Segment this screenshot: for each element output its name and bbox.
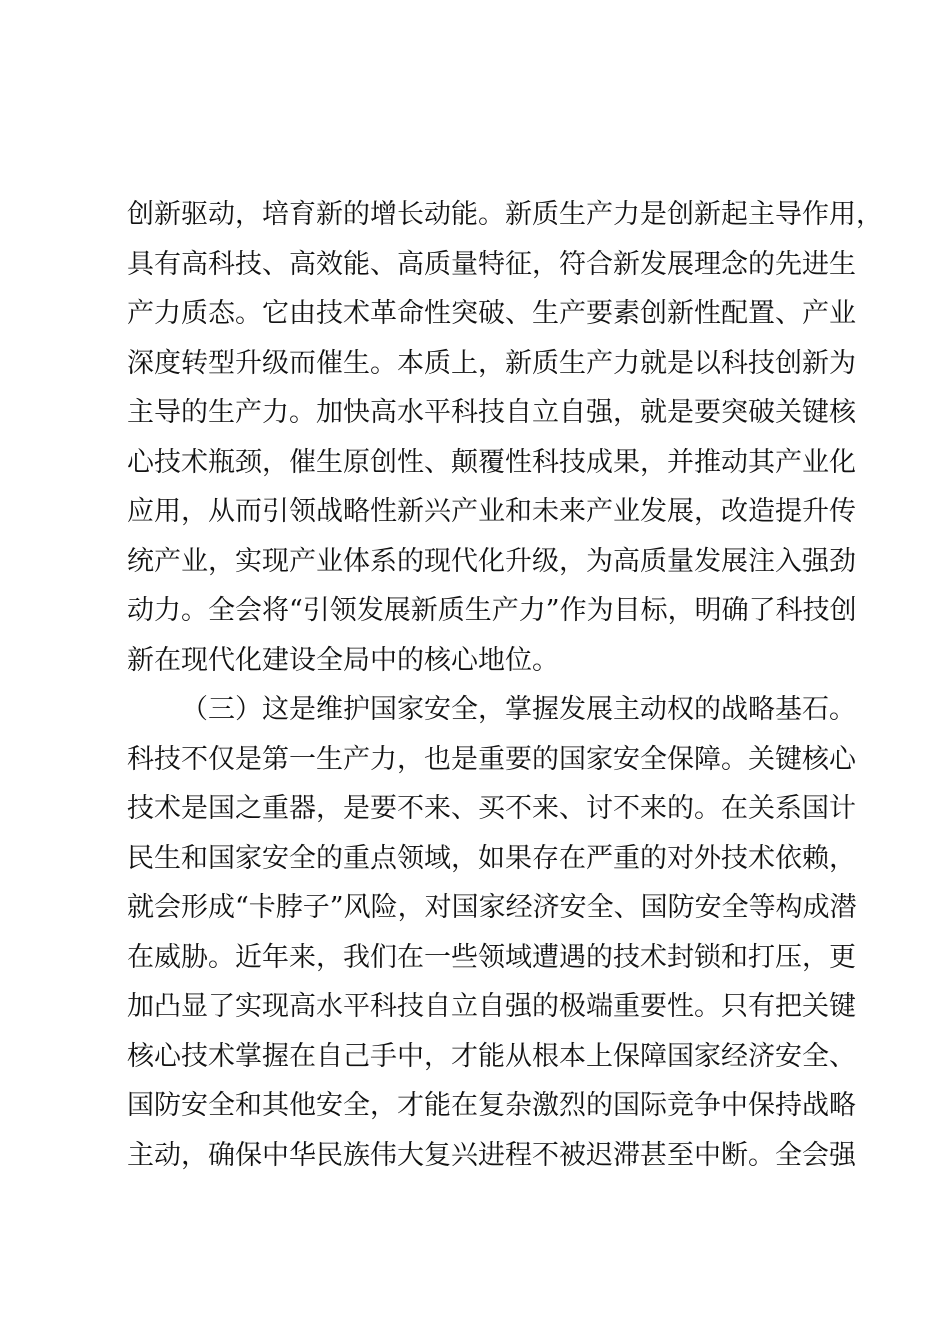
text-line: 深度转型升级而催生。本质上，新质生产力就是以科技创新为 [127,347,856,379]
text-line: 在威胁。近年来，我们在一些领域遭遇的技术封锁和打压，更 [127,941,856,973]
text-line: 核心技术掌握在自己手中，才能从根本上保障国家经济安全、 [127,1040,856,1072]
text-line: 科技不仅是第一生产力，也是重要的国家安全保障。关键核心 [127,743,856,775]
text-line: 民生和国家安全的重点领域，如果存在严重的对外技术依赖， [127,842,856,874]
section-heading: （三）这是维护国家安全，掌握发展主动权的战略基石。 [181,694,856,725]
text-line: 主导的生产力。加快高水平科技自立自强，就是要突破关键核 [127,397,856,428]
text-line: 具有高科技、高效能、高质量特征，符合新发展理念的先进生 [127,248,856,280]
text-line: 主动，确保中华民族伟大复兴进程不被迟滞甚至中断。全会强 [127,1139,856,1171]
text-line: 产力质态。它由技术革命性突破、生产要素创新性配置、产业 [127,298,856,329]
text-line: 国防安全和其他安全，才能在复杂激烈的国际竞争中保持战略 [127,1090,856,1121]
text-line: 心技术瓶颈，催生原创性、颠覆性科技成果，并推动其产业化 [127,446,856,478]
text-line: 技术是国之重器，是要不来、买不来、讨不来的。在关系国计 [127,793,856,824]
text-line: 新在现代化建设全局中的核心地位。 [127,644,559,676]
text-line: 就会形成“卡脖子”风险，对国家经济安全、国防安全等构成潜 [127,892,857,923]
text-line: 应用，从而引领战略性新兴产业和未来产业发展，改造提升传 [127,496,856,527]
text-line: 统产业，实现产业体系的现代化升级，为高质量发展注入强劲 [127,545,856,577]
text-line: 动力。全会将“引领发展新质生产力”作为目标，明确了科技创 [127,595,857,626]
body-text [127,190,883,1180]
text-line: 加凸显了实现高水平科技自立自强的极端重要性。只有把关键 [127,991,856,1022]
text-line: 创新驱动，培育新的增长动能。新质生产力是创新起主导作用， [127,199,883,230]
